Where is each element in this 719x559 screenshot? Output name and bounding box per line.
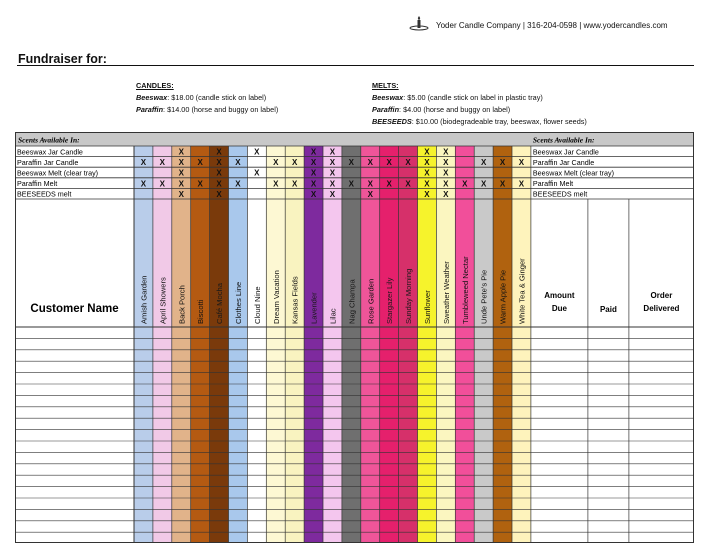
scent-header-label: Nag Champa [347,279,357,324]
availability-mark: X [443,147,449,157]
scent-column-13 [380,146,399,543]
availability-mark: X [480,158,487,168]
availability-mark: X [329,168,336,178]
availability-mark: X [499,179,506,189]
availability-mark: X [273,158,279,168]
candles-heading: CANDLES: [136,81,174,90]
scent-column-11 [342,146,361,543]
availability-mark: X [329,189,336,199]
scent-column-4 [210,146,229,543]
scent-column-0 [134,146,153,543]
product-row-label-left: BEESEEDS melt [17,189,72,199]
scent-column-17 [455,146,474,543]
scent-header-label: Biscotti [196,299,206,324]
scent-column-9 [304,146,323,543]
availability-mark: X [235,158,241,168]
melt-price-paraffin: Paraffin: $4.00 (horse and buggy on label) [372,105,511,114]
availability-mark: X [178,158,184,168]
scent-column-1 [153,146,172,543]
product-row-label-right: Paraffin Melt [532,179,574,189]
title-underline [17,65,694,66]
scent-header-label: Dream Vacation [271,270,281,324]
availability-mark: X [140,158,147,168]
availability-mark: X [348,158,355,168]
availability-mark: X [518,179,525,189]
fundraiser-title: Fundraiser for: [18,52,107,66]
candle-icon [408,15,430,31]
candle-price-beeswax: Beeswax: $18.00 (candle stick on label) [136,93,267,102]
scent-header-label: Tumbleweed Nectar [460,256,470,324]
availability-mark: X [480,179,487,189]
scent-column-8 [285,146,304,543]
availability-mark: X [178,189,184,199]
availability-mark: X [216,189,222,199]
customer-name-header: Customer Name [30,303,119,315]
availability-mark: X [443,179,449,189]
availability-mark: X [254,147,260,157]
scent-header-label: Kansas Fields [290,276,300,324]
availability-mark: X [462,179,468,189]
extra-column-header: Amount [544,291,575,300]
scent-header-label: Sweather Weather [441,261,451,324]
scent-header-label: Sunflower [422,290,432,324]
availability-mark: X [178,168,184,178]
scent-header-label: Lilac [328,308,338,324]
scent-column-12 [361,146,380,543]
scent-column-14 [399,146,418,543]
availability-mark: X [405,158,411,168]
availability-mark: X [443,158,449,168]
availability-mark: X [424,179,430,189]
availability-mark: X [197,158,203,168]
scents-available-label-left: Scents Available In: [18,135,80,145]
melt-price-beeseeds: BEESEEDS: $10.00 (biodegradeable tray, beeswax, flower seeds) [372,117,587,126]
availability-mark: X [216,158,222,168]
availability-mark: X [159,179,166,189]
availability-mark: X [518,158,525,168]
availability-mark: X [367,179,373,189]
availability-mark: X [405,179,411,189]
availability-mark: X [499,158,506,168]
order-form-table [15,132,694,543]
availability-mark: X [291,179,298,189]
availability-mark: X [254,168,260,178]
product-row-label-right: Paraffin Jar Candle [532,157,595,167]
availability-mark: X [424,158,430,168]
availability-mark: X [178,179,184,189]
company-contact-line: Yoder Candle Company | 316-204-0598 | www.yodercandles.com [436,21,668,30]
scent-header-label: Unde Pete's Pie [479,269,489,324]
scent-header-label: White Tea & Ginger [517,258,527,324]
product-row-label-left: Beeswax Jar Candle [17,147,83,157]
scent-header-label: Back Porch [177,285,187,324]
availability-mark: X [424,168,430,178]
availability-mark: X [310,179,317,189]
product-row-label-left: Beeswax Melt (clear tray) [17,168,99,178]
scent-header-label: Sunday Morning [404,268,414,324]
availability-mark: X [424,147,430,157]
availability-mark: X [386,158,392,168]
availability-mark: X [424,189,430,199]
scents-available-label-right: Scents Available In: [532,135,595,145]
availability-mark: X [443,189,449,199]
extra-column-header: Paid [599,305,617,314]
scent-header-label: Clothes Line [233,281,243,324]
scent-header-label: Amish Garden [139,275,149,324]
product-row-label-left: Paraffin Jar Candle [17,157,79,167]
extra-column-header: Due [551,304,567,313]
melt-prices [372,80,587,128]
availability-mark: X [443,168,449,178]
scent-column-5 [229,146,248,543]
availability-mark: X [367,189,373,199]
availability-mark: X [197,179,203,189]
availability-mark: X [329,158,336,168]
extra-column-header: Order [650,291,673,300]
availability-mark: X [329,179,336,189]
scent-header-label: Warm Apple Pie [498,269,508,324]
product-row-label-right: BEESEEDS melt [532,189,588,199]
scent-column-2 [172,146,191,543]
product-row-label-left: Paraffin Melt [17,179,58,189]
scent-header-label: April Showers [158,277,168,324]
availability-mark: X [310,168,317,178]
scent-header-label: Lavender [309,292,319,324]
availability-mark: X [273,179,279,189]
availability-mark: X [178,147,184,157]
availability-mark: X [367,158,373,168]
product-row-label-right: Beeswax Jar Candle [532,147,599,157]
scent-column-19 [493,146,512,543]
availability-mark: X [310,158,317,168]
availability-mark: X [216,168,222,178]
scent-column-10 [323,146,342,543]
candle-prices [136,80,278,116]
availability-mark: X [348,179,355,189]
scent-header-label: Café Mocha [215,283,225,324]
availability-mark: X [216,179,222,189]
candle-price-paraffin: Paraffin: $14.00 (horse and buggy on label) [136,105,279,114]
extra-column-header: Delivered [643,304,680,313]
scent-column-18 [474,146,493,543]
availability-mark: X [310,189,317,199]
scent-header-label: Cloud Nine [252,286,262,324]
scent-column-20 [512,146,531,543]
melts-heading: MELTS: [372,81,399,90]
availability-mark: X [216,147,222,157]
product-row-label-right: Beeswax Melt (clear tray) [532,168,614,178]
scent-header-label: Stargazer Lily [385,277,395,324]
availability-mark: X [159,158,166,168]
scent-column-15 [418,146,437,543]
availability-mark: X [329,147,336,157]
melt-price-beeswax: Beeswax: $5.00 (candle stick on label in plastic tray) [372,93,543,102]
availability-mark: X [386,179,392,189]
scent-header-label: Rose Garden [366,278,376,324]
scent-column-3 [191,146,210,543]
scent-column-16 [436,146,455,543]
scent-column-7 [266,146,285,543]
availability-mark: X [235,179,241,189]
scent-column-6 [247,146,266,543]
availability-mark: X [291,158,298,168]
availability-mark: X [140,179,147,189]
availability-mark: X [310,147,317,157]
